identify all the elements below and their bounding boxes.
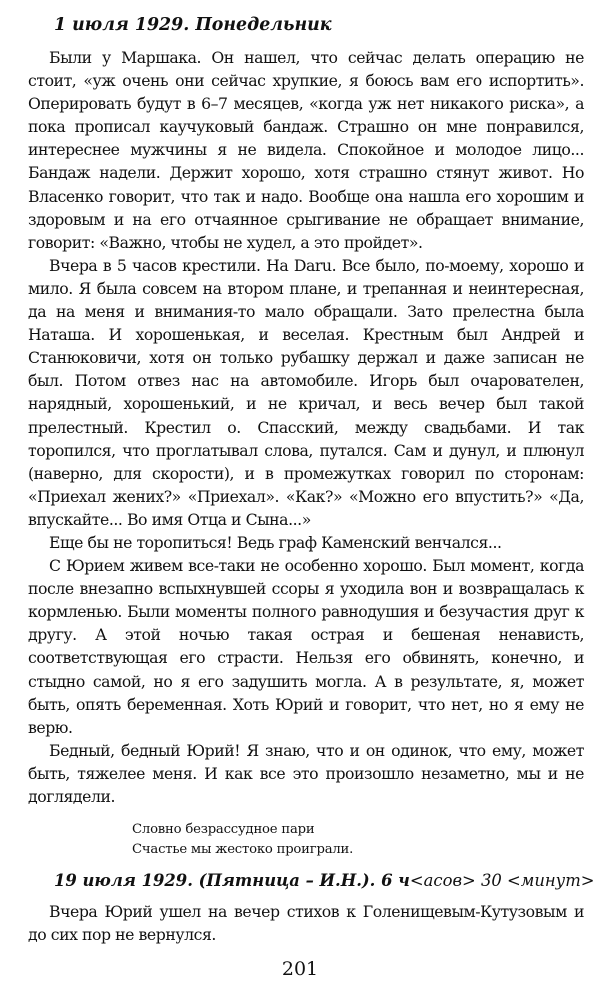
- verse-line: Счастье мы жестоко проиграли.: [132, 842, 354, 857]
- entry-heading-date: 19 июля 1929. (Пятница – И.Н.). 6 ч: [54, 871, 410, 890]
- entry-heading-july-1: 1 июля 1929. Понедельник: [54, 15, 332, 35]
- paragraph: Вчера Юрий ушел на вечер стихов к Голенищевым-Кутузовым и до сих пор не вернулся.: [28, 902, 584, 945]
- paragraph: С Юрием живем все-таки не особенно хорошо. Был момент, когда после внезапно вспыхнувшей ссоры я уходила вон и возвращалась к кормленью. Были моменты полного равнодушия и безучастия друг к другу. А этой ночью такая острая и бешеная ненависть, соответствующая его страсти. Нельзя его обвинять, конечно, и стыдно самой, но я его задушить могла. А в результате, я, может быть, опять беременная. Хоть Юрий и говорит, что нет, но я ему не верю.: [28, 556, 584, 737]
- paragraph: Бедный, бедный Юрий! Я знаю, что и он одинок, что ему, может быть, тяжелее меня. И как все это произошло незаметно, мы и не доглядели.: [28, 740, 584, 806]
- entry-heading-july-19: [54, 868, 594, 894]
- verse-quote: [132, 820, 353, 860]
- verse-line: Словно безрассудное пари: [132, 822, 315, 837]
- page-number: 201: [281, 958, 319, 980]
- entry-body-july-1: [28, 46, 584, 808]
- paragraph: Были у Маршака. Он нашел, что сейчас делать операцию не стоит, «уж очень они сейчас хрупкие, я боюсь вам его испортить». Оперировать будут в 6–7 месяцев, «когда уж нет никакого риска», а пока прописал каучуковый бандаж. Страшно он мне понравился, интереснее мужчины я не видела. Спокойное и молодое лицо... Бандаж надели. Держит хорошо, хотя страшно стянут живот. Но Власенко говорит, что так и надо. Вообще она нашла его хорошим и здоровым и на его отчаянное срыгивание не обращает внимание, говорит: «Важно, чтобы не худел, а это пройдет».: [28, 48, 584, 252]
- paragraph: Еще бы не торопиться! Ведь граф Каменский венчался...: [49, 532, 502, 552]
- entry-body-july-19: [28, 900, 584, 946]
- entry-heading-editorial-note: <асов> 30 <минут>: [409, 871, 595, 890]
- paragraph: Вчера в 5 часов крестили. На Daru. Все было, по-моему, хорошо и мило. Я была совсем на втором плане, и трепанная и неинтересная, да на меня и внимания-то мало обращали. Зато прелестна была Наташа. И хорошенькая, и веселая. Крестным был Андрей и Станюковичи, хотя он только рубашку держал и даже записан не был. Потом отвез нас на автомобиле. Игорь был очарователен, нарядный, хорошенький, и не кричал, и весь вечер был такой прелестный. Крестил о. Спасский, между свадьбами. И так торопился, что проглатывал слова, путался. Сам и дунул, и плюнул (наверно, для скорости), и в промежутках говорил по сторонам: «Приехал жених?» «Приехал». «Как?» «Можно его впустить?» «Да, впускайте... Во имя Отца и Сына...»: [28, 255, 584, 529]
